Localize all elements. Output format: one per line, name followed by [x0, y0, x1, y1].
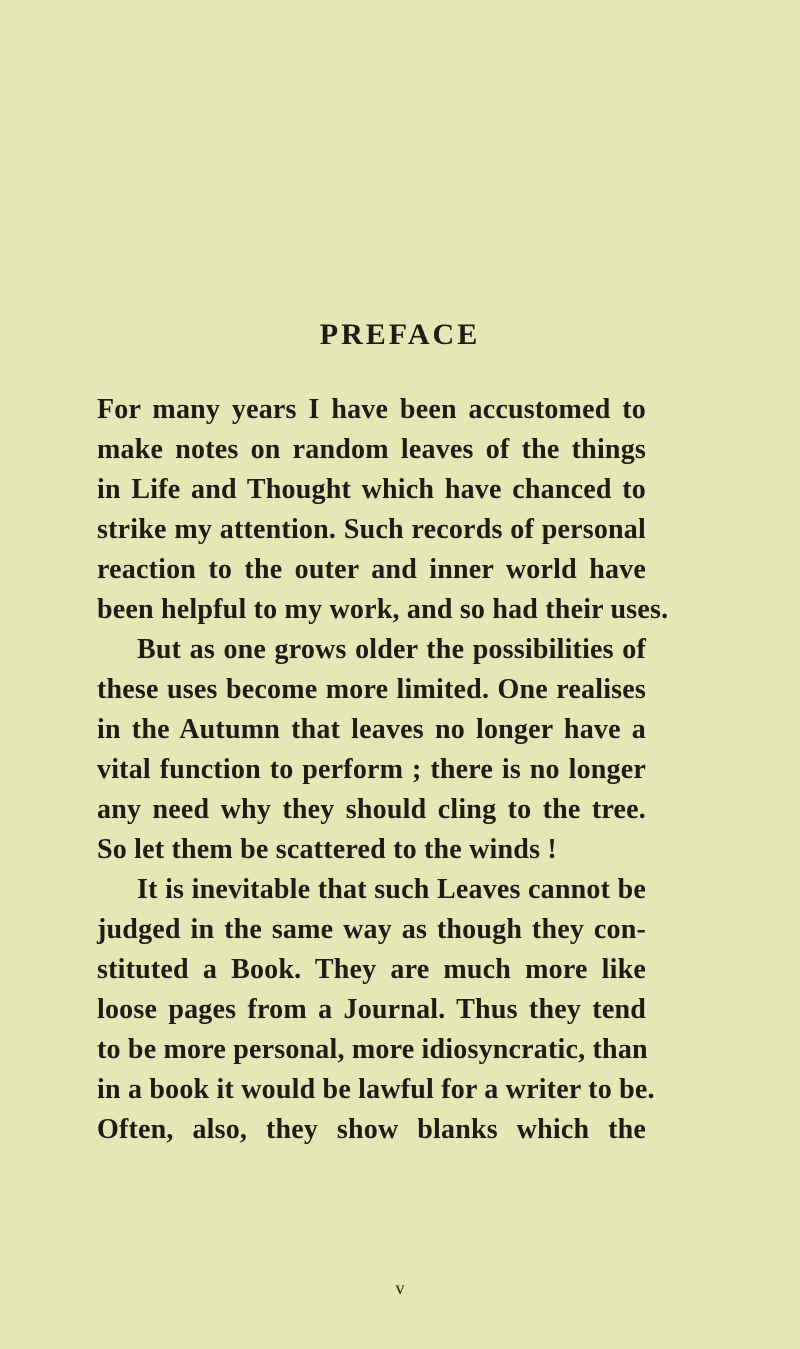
paragraph-3-line-1: It is inevitable that such Leaves cannot be: [137, 874, 646, 905]
paragraph-3-line-2: judged in the same way as though they con-: [97, 914, 646, 945]
paragraph-1-line-1: For many years I have been accustomed to: [97, 394, 646, 425]
paragraph-2-line-6: So let them be scattered to the winds !: [97, 834, 557, 865]
paragraph-2-line-3: in the Autumn that leaves no longer have a: [97, 714, 646, 745]
paragraph-3-line-4: loose pages from a Journal. Thus they tend: [97, 994, 646, 1025]
paragraph-2-line-2: these uses become more limited. One realises: [97, 674, 646, 705]
paragraph-3-line-5: to be more personal, more idiosyncratic, than: [97, 1034, 648, 1065]
paragraph-3-line-3: stituted a Book. They are much more like: [97, 954, 646, 985]
paragraph-3-line-7: Often, also, they show blanks which the: [97, 1114, 646, 1145]
paragraph-1-line-6: been helpful to my work, and so had their uses.: [97, 594, 669, 625]
paragraph-1-line-4: strike my attention. Such records of personal: [97, 514, 646, 545]
paragraph-3-line-6: in a book it would be lawful for a writer to be.: [97, 1074, 655, 1105]
paragraph-1-line-5: reaction to the outer and inner world have: [97, 554, 646, 585]
paragraph-1-line-2: make notes on random leaves of the things: [97, 434, 646, 465]
paragraph-2-line-4: vital function to perform ; there is no longer: [97, 754, 646, 785]
page-number: v: [395, 1278, 405, 1298]
paragraph-1-line-3: in Life and Thought which have chanced to: [97, 474, 646, 505]
paragraph-2-line-5: any need why they should cling to the tree.: [97, 794, 646, 825]
page-title: PREFACE: [319, 318, 481, 351]
paragraph-2-line-1: But as one grows older the possibilities of: [137, 634, 646, 665]
